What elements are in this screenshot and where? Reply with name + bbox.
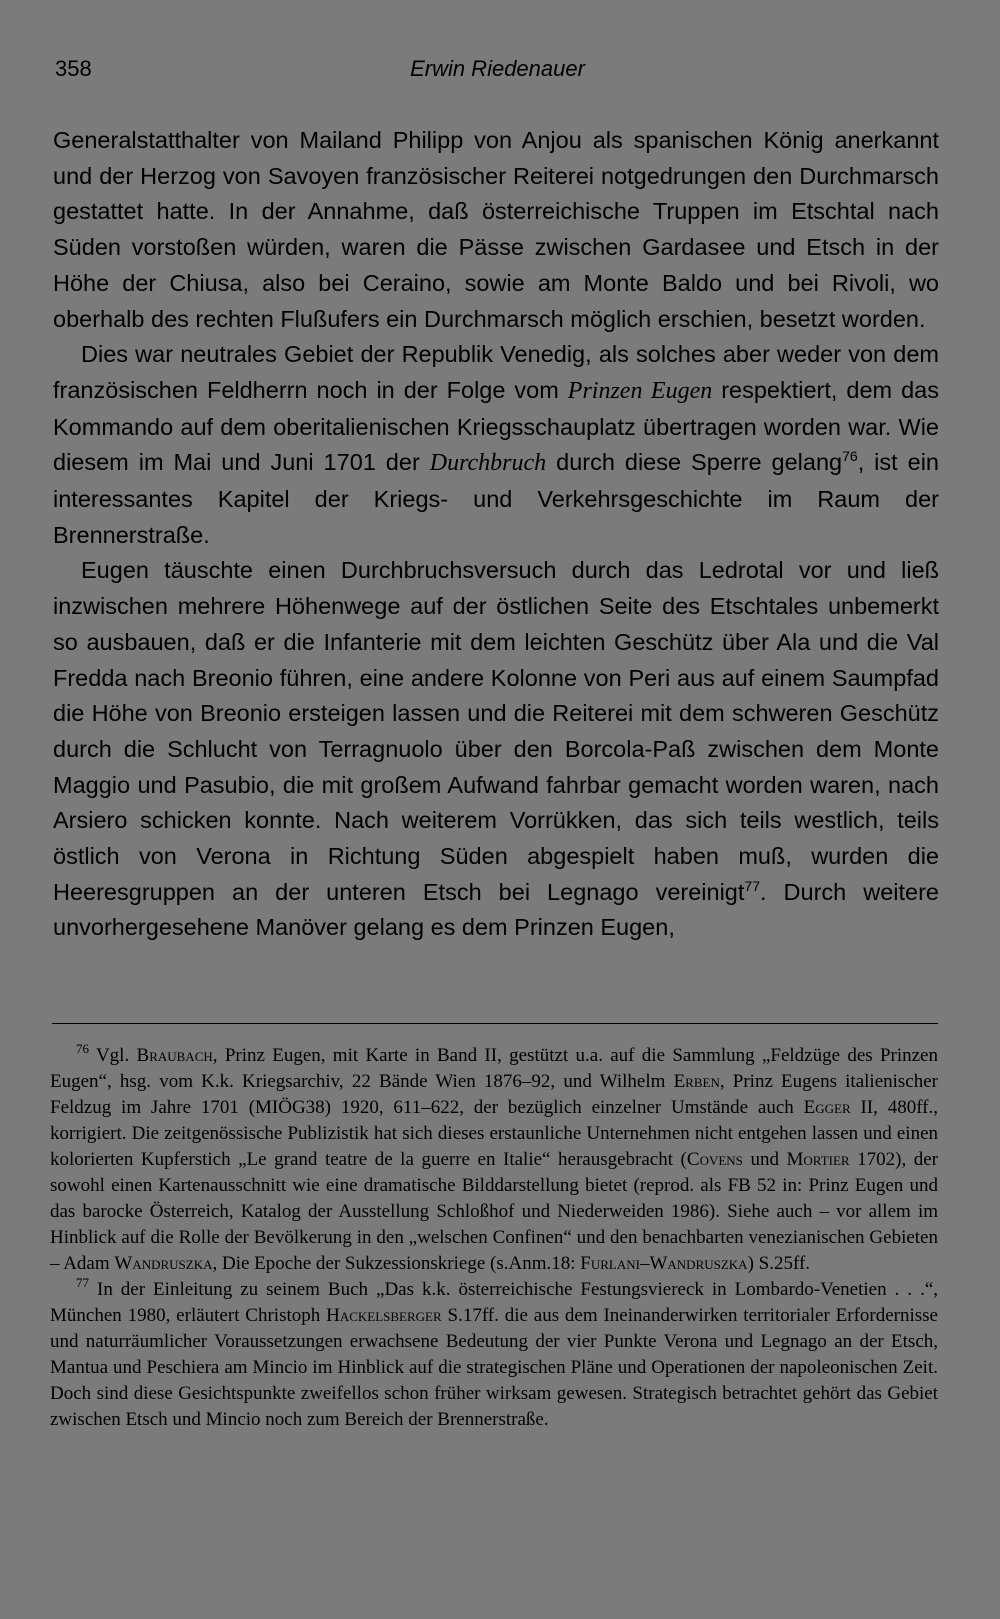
footnote-number: 76 bbox=[76, 1041, 89, 1056]
author-name: Hackelsberger bbox=[326, 1305, 442, 1326]
paragraph-1: Generalstatthalter von Mailand Philipp von Anjou als spanischen König anerkannt und der Herzog von Savoyen französischer Reiterei notgedrungen den Durchmarsch gestattet hatte. In der Annahme, daß österreichische Truppen im Etschtal nach Süden vorstoßen würden, waren die Pässe zwischen Gardasee und Etsch in der Höhe der Chiusa, also bei Ceraino, sowie am Monte Baldo und bei Rivoli, wo oberhalb des rechten Flußufers ein Durchmarsch möglich erschien, besetzt worden. bbox=[53, 127, 939, 332]
text-run: und bbox=[742, 1149, 787, 1170]
footnote-76 bbox=[50, 1043, 938, 1277]
body-text bbox=[53, 123, 939, 946]
footnotes bbox=[50, 1043, 938, 1433]
text-run: In der Einleitung zu seinem Buch „Das k.k. österreichische Festungsviereck in Lombardo-Venetien . . .“, München 1980, erläutert Christoph bbox=[50, 1279, 938, 1326]
author-name: Mortier bbox=[786, 1149, 850, 1170]
text-run: , Prinz Eugens italienischer Feldzug im Jahre 1701 (MIÖG38) 1920, 611–622, der bezüglich einzelner Umstände auch bbox=[50, 1071, 939, 1118]
footnote-ref-77[interactable]: 77 bbox=[744, 877, 760, 894]
page-header bbox=[55, 56, 940, 86]
author-name: Egger bbox=[803, 1097, 851, 1118]
text-run: ) S.25ff. bbox=[747, 1253, 811, 1274]
footnote-number: 77 bbox=[76, 1275, 89, 1290]
footnote-ref-76[interactable]: 76 bbox=[842, 448, 858, 465]
text-run: , Prinz Eugen, mit Karte in Band II, gestützt u.a. auf die Sammlung „Feldzüge des Prinzen Eugen“, hsg. vom K.k. Kriegsarchiv, 22 Bände Wien 1876–92, und Wilhelm bbox=[50, 1045, 938, 1092]
emphasis-durchbruch: Durchbruch bbox=[429, 450, 547, 477]
page-number: 358 bbox=[55, 56, 92, 81]
paragraph-2 bbox=[53, 337, 939, 553]
text-run: Vgl. bbox=[89, 1045, 137, 1066]
text-run: 1702), der sowohl einen Kartenausschnitt wie eine dramatische Bilddarstellung bietet (reprod. als FB 52 in: Prinz Eugen und das barocke Österreich, Katalog der Ausstellung Schloßhof und Niederweiden 1986). Siehe auch – vor allem im Hinblick auf die Rolle der Bevölkerung in den „welschen Confinen“ und den benachbarten venezianischen Gebieten – Adam bbox=[50, 1149, 939, 1274]
text-run: II, 480ff., korrigiert. Die zeitgenössische Publizistik hat sich dieses erstaunliche Unternehmen nicht entgehen lassen und einen kolorierten Kupferstich „Le grand teatre de la guerre en Italie“ herausgebracht ( bbox=[50, 1097, 939, 1170]
footnote-divider bbox=[52, 1023, 938, 1024]
author-name: Wandruszka bbox=[114, 1253, 213, 1274]
text-run: S.17ff. die aus dem Ineinanderwirken territorialer Erfordernisse und naturräumlicher Voraussetzungen erwachsene Bedeutung der vier Punkte Verona und Legnago an der Etsch, Mantua und Peschiera am Mincio im Hinblick auf die strategischen Pläne und Operationen der napoleonischen Zeit. Doch sind diese Gesichtspunkte zweifellos schon früher wirksam gewesen. Strategisch betrachtet gehört das Gebiet zwischen Etsch und Mincio noch zum Bereich der Brennerstraße. bbox=[50, 1305, 938, 1430]
author-name: Furlani–Wandruszka bbox=[580, 1253, 748, 1274]
author-name: Braubach bbox=[136, 1045, 213, 1066]
author-name: Erben bbox=[673, 1071, 720, 1092]
footnote-77 bbox=[50, 1277, 938, 1433]
text-run: durch diese Sperre gelang bbox=[546, 449, 843, 476]
text-run: respektiert, dem das Kommando auf dem oberitalienischen Kriegsschauplatz übertragen worden war. Wie diesem im Mai und Juni 1701 der bbox=[53, 376, 939, 476]
author-name: Covens bbox=[686, 1149, 743, 1170]
text-run: Dies war neutrales Gebiet der Republik Venedig, als solches aber weder von dem französischen Feldherrn noch in der Folge vom bbox=[53, 341, 939, 403]
text-run: , Die Epoche der Sukzessionskriege (s.Anm.18: bbox=[212, 1253, 581, 1274]
running-title: Erwin Riedenauer bbox=[410, 56, 585, 81]
text-run: . Durch weitere unvorhergesehene Manöver gelang es dem Prinzen Eugen, bbox=[53, 878, 939, 941]
paragraph-3 bbox=[53, 553, 939, 946]
emphasis-prinzen-eugen: Prinzen Eugen bbox=[567, 377, 713, 404]
text-run: Eugen täuschte einen Durchbruchsversuch durch das Ledrotal vor und ließ inzwischen mehrere Höhenwege auf der östlichen Seite des Etschtales unbemerkt so ausbauen, daß er die Infanterie mit dem leichten Geschütz über Ala und die Val Fredda nach Breonio führen, eine andere Kolonne von Peri aus auf einem Saumpfad die Höhe von Breonio ersteigen lassen und die Reiterei mit dem schweren Geschütz durch die Schlucht von Terragnuolo über den Borcola-Paß zwischen dem Monte Maggio und Pasubio, die mit großem Aufwand fahrbar gemacht worden waren, nach Arsiero schicken konnte. Nach weiterem Vorrükken, das sich teils westlich, teils östlich von Verona in Richtung Süden abgespielt haben muß, wurden die Heeresgruppen an der unteren Etsch bei Legnago vereinigt bbox=[53, 557, 939, 905]
text-run: , ist ein interessantes Kapitel der Kriegs- und Verkehrsgeschichte im Raum der Brennerstraße. bbox=[53, 449, 940, 548]
